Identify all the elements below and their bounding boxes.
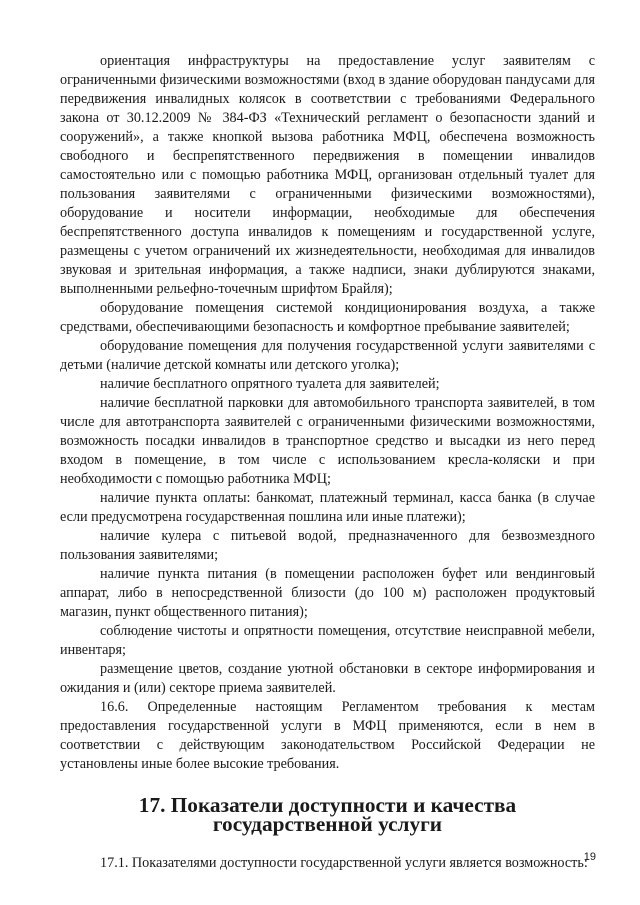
paragraph-cleanliness: соблюдение чистоты и опрятности помещения, отсутствие неисправной мебели, инвентаря; bbox=[60, 623, 595, 658]
section-heading: 17. Показатели доступности и качества государственной услуги bbox=[138, 793, 517, 836]
paragraph-17-1: 17.1. Показателями доступности государственной услуги является возможность: bbox=[100, 855, 588, 871]
paragraph-toilet: наличие бесплатного опрятного туалета для заявителей; bbox=[100, 376, 440, 392]
paragraph-payment-point: наличие пункта оплаты: банкомат, платежный терминал, касса банка (в случае если предусмотрена государственная пошлина или иные платежи); bbox=[60, 490, 595, 525]
page-content bbox=[60, 52, 595, 873]
paragraph-water-cooler: наличие кулера с питьевой водой, предназначенного для безвозмездного пользования заявителями; bbox=[60, 528, 595, 563]
paragraph-children-room: оборудование помещения для получения государственной услуги заявителями с детьми (наличие детской комнаты или детского уголка); bbox=[60, 338, 595, 373]
paragraph-16-6: 16.6. Определенные настоящим Регламентом требования к местам предоставления государственной услуги в МФЦ применяются, если в нем в соответствии с действующим законодательством Российской Федерации не установлены иные более высокие требования. bbox=[60, 699, 595, 772]
paragraph-flowers: размещение цветов, создание уютной обстановки в секторе информирования и ожидания и (или) секторе приема заявителей. bbox=[60, 661, 595, 696]
paragraph-air-conditioning: оборудование помещения системой кондиционирования воздуха, а также средствами, обеспечивающими безопасность и комфортное пребывание заявителей; bbox=[60, 300, 595, 335]
page-number: 19 bbox=[583, 851, 596, 863]
paragraph-infrastructure-orientation: ориентация инфраструктуры на предоставление услуг заявителям с ограниченными физическими возможностями (вход в здание оборудован пандусами для передвижения инвалидных колясок в соответствии с требованиями Федерального закона от 30.12.2009 № 384-ФЗ «Технический регламент о безопасности зданий и сооружений», а также кнопкой вызова работника МФЦ, обеспечена возможность свободного и беспрепятственного передвижения в помещении инвалидов самостоятельно или с помощью работника МФЦ, организован отдельный туалет для пользования заявителями с ограниченными физическими возможностями), оборудование и носители информации, необходимые для обеспечения беспрепятственного доступа инвалидов к помещениям и государственной услуге, размещены с учетом ограничений их жизнедеятельности, необходимая для инвалидов звуковая и зрительная информация, а также надписи, знаки дублируются знаками, выполненными рельефно-точечным шрифтом Брайля); bbox=[60, 53, 595, 297]
paragraph-food-point: наличие пункта питания (в помещении расположен буфет или вендинговый аппарат, либо в непосредственной близости (до 100 м) расположен продуктовый магазин, пункт общественного питания); bbox=[60, 566, 595, 620]
paragraph-parking: наличие бесплатной парковки для автомобильного транспорта заявителей, в том числе для автотранспорта заявителей с ограниченными физическими возможностями, возможность посадки инвалидов в транспортное средство и высадки из него перед входом в помещение, в том числе с использованием кресла-коляски и при необходимости с помощью работника МФЦ; bbox=[60, 395, 595, 487]
